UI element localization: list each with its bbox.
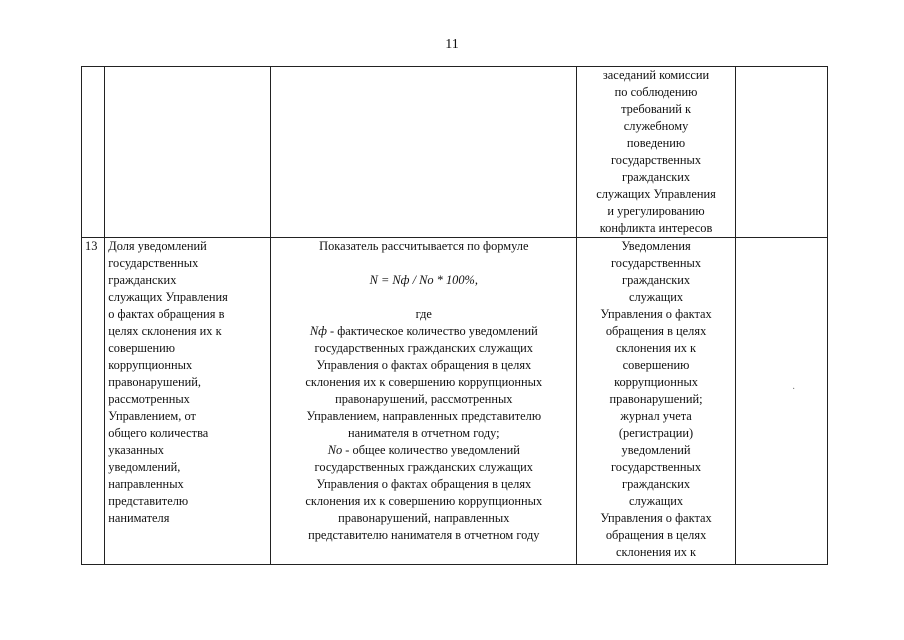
name-line: гражданских	[108, 273, 177, 287]
name-line: уведомлений,	[108, 460, 181, 474]
cell-source-continuation	[577, 67, 736, 238]
table-row-13	[82, 238, 828, 565]
source-line: требований к	[621, 102, 692, 116]
source-line: Управления о фактах	[600, 511, 712, 525]
name-line: указанных	[108, 443, 164, 457]
nf-definition-text: - фактическое количество уведомлений	[326, 324, 538, 338]
source-line: журнал учета	[620, 409, 692, 423]
name-line: коррупционных	[108, 358, 193, 372]
source-line: обращения в целях	[605, 324, 707, 338]
source-line: конфликта интересов	[599, 221, 713, 235]
source-line: обращения в целях	[605, 528, 707, 542]
source-line: уведомлений	[621, 443, 691, 457]
data-source	[577, 238, 736, 565]
no-line: государственных гражданских служащих	[314, 460, 534, 474]
nf-line: Управлением, направленных представителю	[306, 409, 542, 423]
page-number: 11	[445, 37, 459, 52]
name-line: Управлением, от	[108, 409, 196, 423]
no-line: представителю нанимателя в отчетном году	[308, 528, 540, 542]
source-line: поведению	[626, 136, 686, 150]
source-line: склонения их к	[616, 341, 697, 355]
source-line: служащих	[628, 290, 684, 304]
scan-speck: ·	[792, 384, 796, 395]
source-line: служащих Управления	[596, 187, 716, 201]
source-line: гражданских	[621, 170, 691, 184]
cell-method-empty	[271, 67, 577, 238]
source-line: (регистрации)	[618, 426, 694, 440]
nf-line: правонарушений, рассмотренных	[335, 392, 513, 406]
no-line: Управления о фактах обращения в целях	[316, 477, 532, 491]
source-line: служащих	[628, 494, 684, 508]
no-definition-text: - общее количество уведомлений	[342, 443, 520, 457]
row-number: 13	[82, 238, 105, 565]
source-line: Уведомления	[621, 239, 691, 253]
indicator-table	[81, 66, 828, 565]
name-line: государственных	[108, 256, 199, 270]
method-intro: Показатель рассчитывается по формуле	[319, 239, 529, 253]
source-line: государственных	[611, 256, 702, 270]
no-symbol: No	[327, 443, 343, 457]
cell-number-empty	[82, 67, 105, 238]
nf-line: нанимателя в отчетном году;	[347, 426, 500, 440]
nf-symbol: Nф	[309, 324, 327, 338]
no-definition-first-line	[274, 442, 573, 459]
nf-definition-first-line	[274, 323, 573, 340]
source-line: гражданских	[621, 477, 691, 491]
name-line: Доля уведомлений	[108, 239, 207, 253]
source-line: и урегулированию	[607, 204, 705, 218]
no-line: склонения их к совершению коррупционных	[305, 494, 543, 508]
indicator-name	[105, 238, 271, 565]
name-line: о фактах обращения в	[108, 307, 225, 321]
where-label: где	[415, 307, 432, 321]
source-line: гражданских	[621, 273, 691, 287]
source-line: правонарушений;	[609, 392, 703, 406]
name-line: служащих Управления	[108, 290, 228, 304]
no-line: правонарушений, направленных	[338, 511, 510, 525]
name-line: общего количества	[108, 426, 209, 440]
nf-line: Управления о фактах обращения в целях	[316, 358, 532, 372]
source-line: государственных	[611, 153, 702, 167]
nf-line: склонения их к совершению коррупционных	[305, 375, 543, 389]
source-line: коррупционных	[614, 375, 698, 389]
calculation-method	[271, 238, 577, 565]
source-line: государственных	[611, 460, 702, 474]
cell-extra-empty	[735, 67, 827, 238]
name-line: совершению	[108, 341, 175, 355]
source-line: по соблюдению	[614, 85, 698, 99]
name-line: рассмотренных	[108, 392, 190, 406]
source-line: совершению	[622, 358, 690, 372]
source-line: склонения их к	[616, 545, 697, 559]
cell-extra-empty	[735, 238, 827, 565]
name-line: направленных	[108, 477, 184, 491]
name-line: представителю	[108, 494, 189, 508]
source-line: служебному	[623, 119, 689, 133]
source-line: Управления о фактах	[600, 307, 712, 321]
name-line: правонарушений,	[108, 375, 201, 389]
cell-name-empty	[105, 67, 271, 238]
formula: N = Nф / No * 100%,	[369, 273, 478, 287]
name-line: нанимателя	[108, 511, 170, 525]
name-line: целях склонения их к	[108, 324, 222, 338]
nf-line: государственных гражданских служащих	[314, 341, 534, 355]
table-row-continuation	[82, 67, 828, 238]
source-line: заседаний комиссии	[602, 68, 710, 82]
